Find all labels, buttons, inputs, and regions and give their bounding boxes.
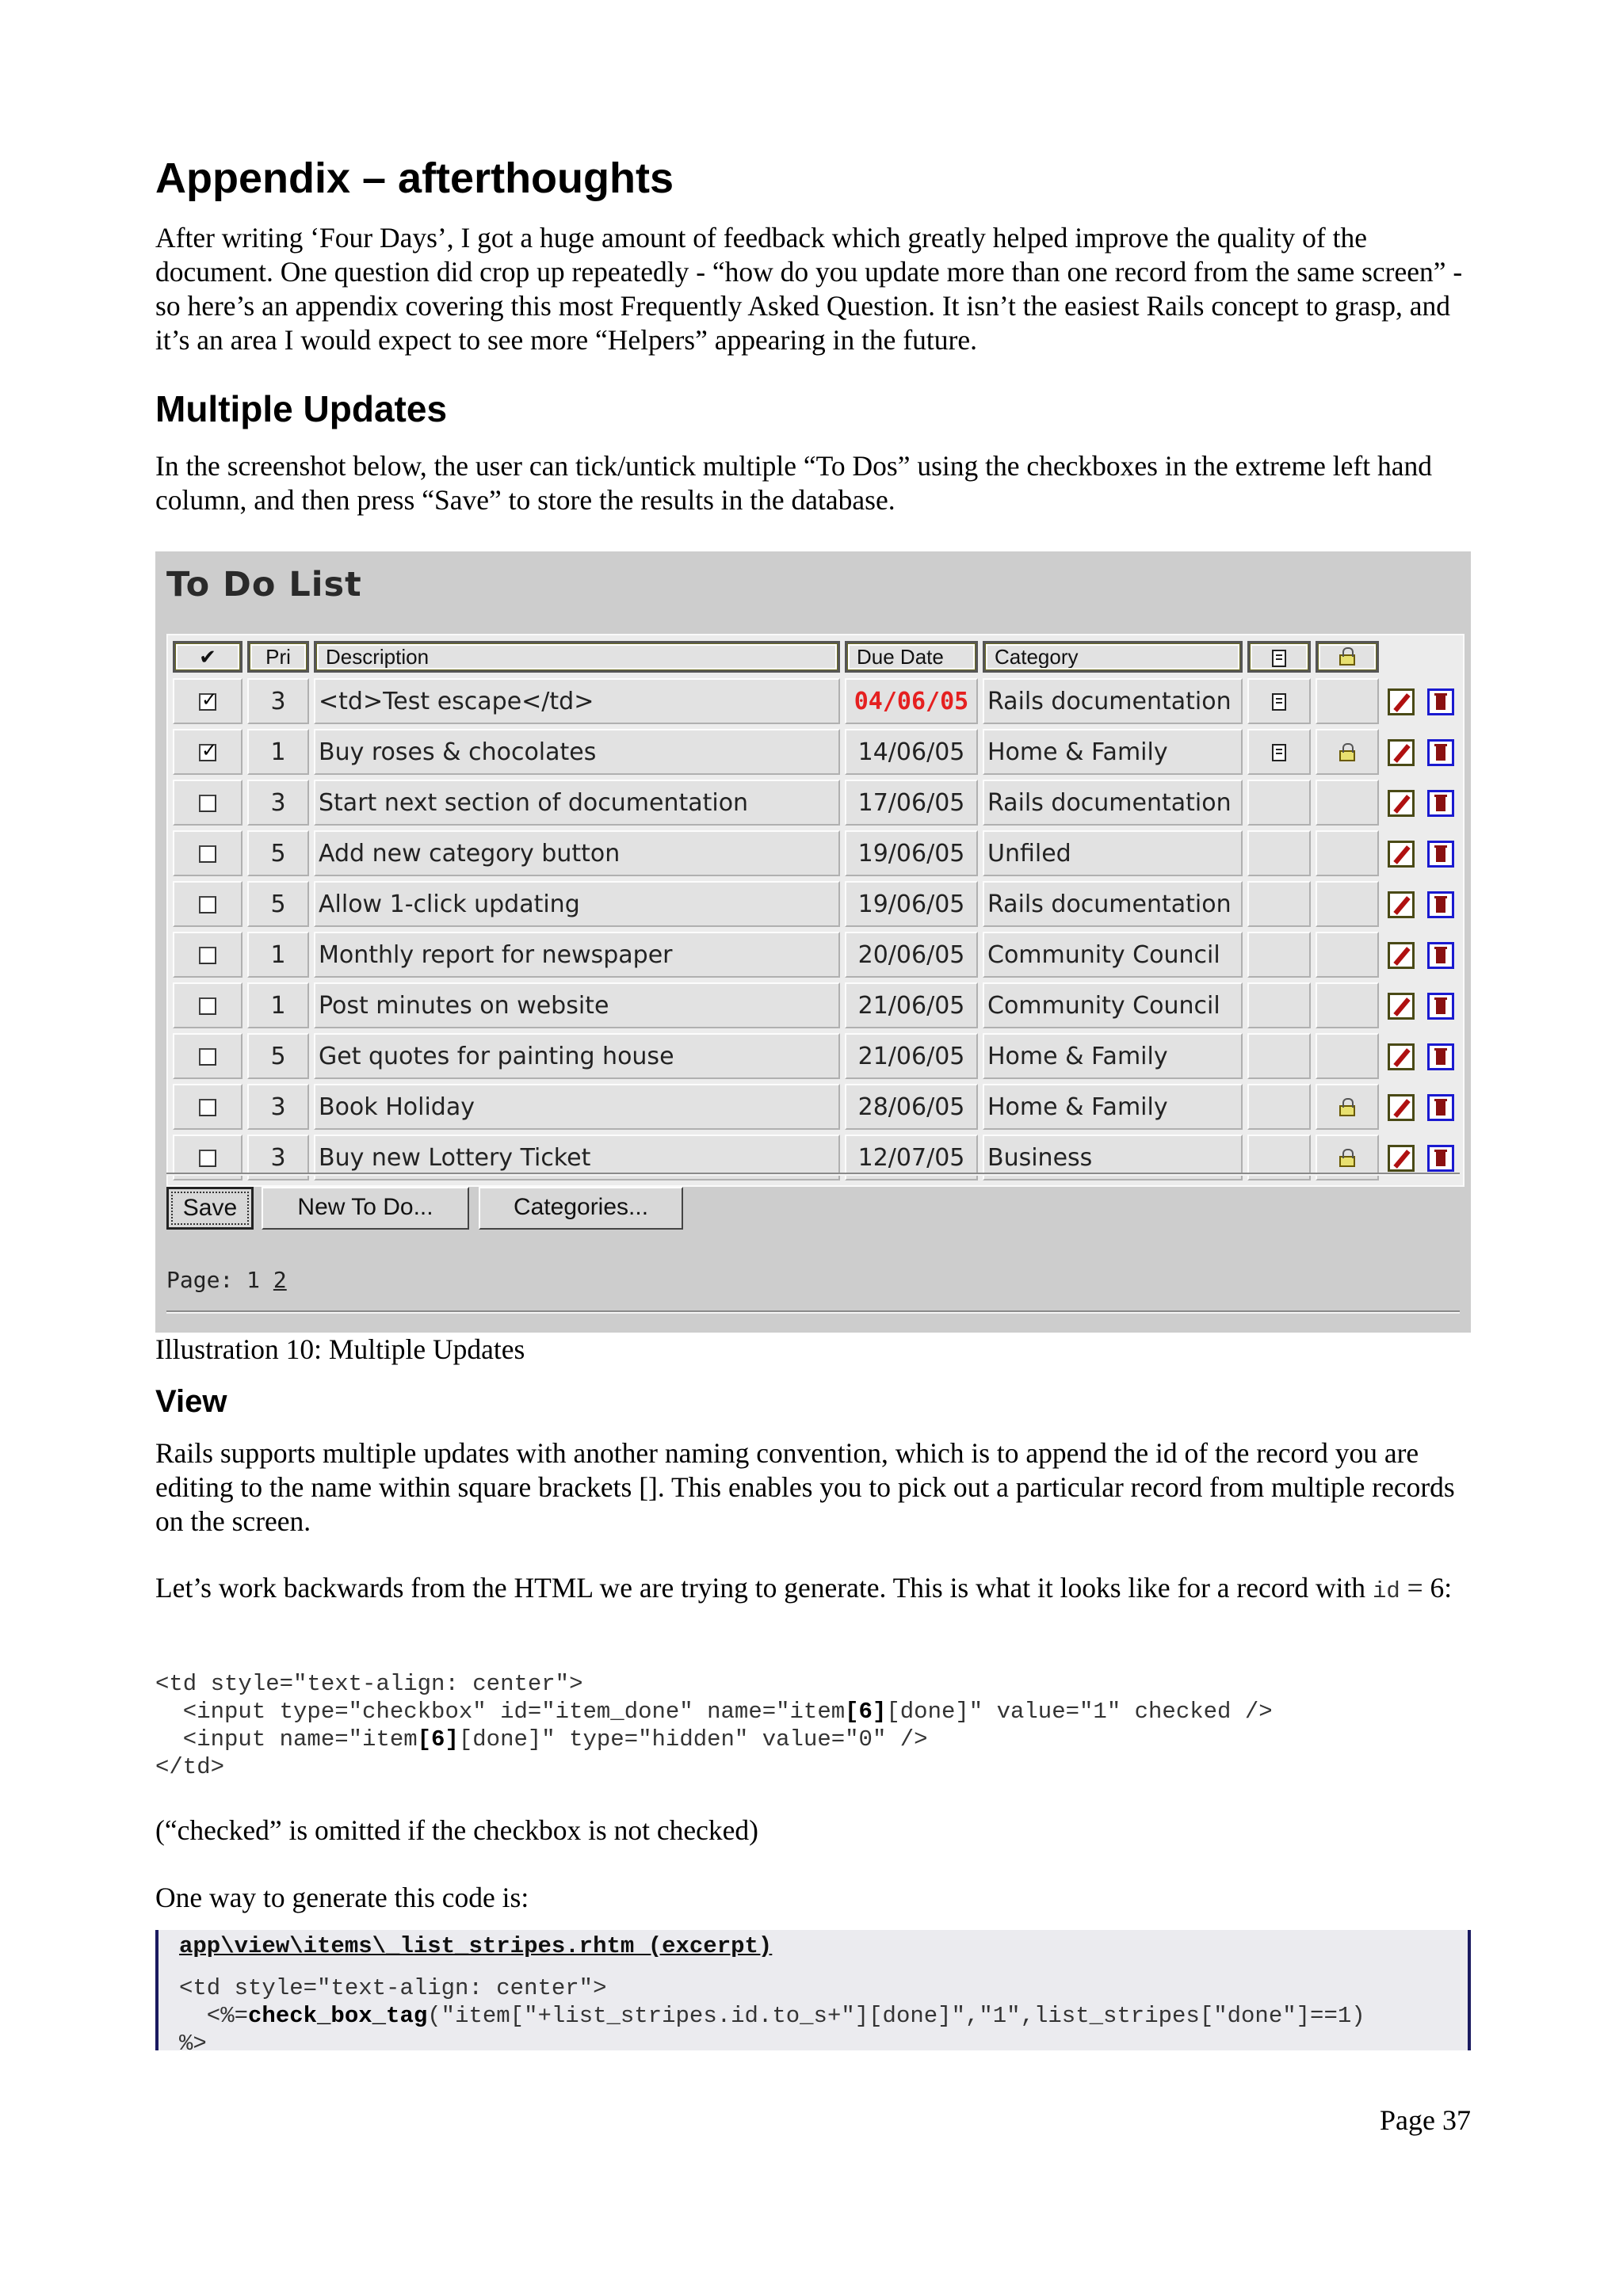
priority-cell: 3 [247, 678, 309, 724]
table-row [173, 881, 1458, 927]
description-cell: <td>Test escape</td> [314, 678, 840, 724]
delete-cell [1423, 881, 1458, 927]
done-checkbox-cell [173, 830, 242, 876]
notes-column-header[interactable] [1247, 641, 1311, 673]
priority-cell: 5 [247, 1033, 309, 1079]
due-date-cell: 04/06/05 [845, 678, 978, 724]
note-cell [1247, 982, 1311, 1028]
priority-cell: 5 [247, 830, 309, 876]
due-date-cell: 17/06/05 [845, 780, 978, 826]
note-cell [1247, 881, 1311, 927]
delete-icon[interactable] [1427, 790, 1454, 817]
edit-icon[interactable] [1388, 1043, 1415, 1070]
table-row [173, 1033, 1458, 1079]
note-cell [1247, 830, 1311, 876]
table-row [173, 729, 1458, 775]
edit-cell [1384, 780, 1419, 826]
save-button[interactable]: Save [166, 1187, 254, 1230]
divider [166, 1173, 1460, 1176]
edit-icon[interactable] [1388, 993, 1415, 1020]
todo-table [166, 634, 1465, 1187]
delete-icon[interactable] [1427, 942, 1454, 969]
category-cell: Unfiled [983, 830, 1243, 876]
delete-icon[interactable] [1427, 739, 1454, 766]
delete-cell [1423, 780, 1458, 826]
done-checkbox[interactable] [199, 997, 216, 1015]
pagination [166, 1264, 287, 1296]
todo-screenshot [155, 551, 1471, 1333]
done-checkbox-cell [173, 1084, 242, 1130]
view-paragraph: Rails supports multiple updates with another naming convention, which is to append the id of the record you are editing to the name within square brackets []. This enables you to pick out a particular record from multiple records on the screen. [155, 1437, 1455, 1537]
done-checkbox-cell [173, 780, 242, 826]
page-2-link[interactable]: 2 [273, 1267, 287, 1293]
code-line: <td style="text-align: center"> [155, 1671, 583, 1697]
edit-cell [1384, 1033, 1419, 1079]
code-excerpt-box [155, 1930, 1471, 2057]
code-line: </td> [155, 1754, 225, 1780]
private-cell [1316, 982, 1379, 1028]
code-line: <input name="item[6][done]" type="hidden" value="0" /> [155, 1726, 928, 1753]
delete-cell [1423, 1084, 1458, 1130]
delete-icon[interactable] [1427, 891, 1454, 918]
table-row [173, 678, 1458, 724]
description-cell: Buy roses & chocolates [314, 729, 840, 775]
lock-icon [1339, 654, 1355, 666]
priority-cell: 1 [247, 729, 309, 775]
description-cell: Get quotes for painting house [314, 1033, 840, 1079]
work-backwards-paragraph [155, 1571, 1471, 1608]
private-column-header[interactable] [1316, 641, 1379, 673]
description-cell: Add new category button [314, 830, 840, 876]
excerpt-code [179, 1974, 1365, 2058]
due-date-cell: 21/06/05 [845, 982, 978, 1028]
category-cell: Rails documentation [983, 780, 1243, 826]
done-checkbox[interactable] [199, 744, 216, 761]
table-row [173, 932, 1458, 978]
due-date-cell: 12/07/05 [845, 1135, 978, 1180]
due-date-cell: 28/06/05 [845, 1084, 978, 1130]
code-line: <%=check_box_tag("item["+list_stripes.id.to_s+"][done]","1",list_stripes["done"]==1) [179, 2003, 1365, 2029]
note-icon [1272, 650, 1286, 667]
done-checkbox[interactable] [199, 947, 216, 964]
category-column-header[interactable]: Category [983, 641, 1243, 673]
priority-cell: 3 [247, 1135, 309, 1180]
due-date-cell: 21/06/05 [845, 1033, 978, 1079]
due-date-cell: 20/06/05 [845, 932, 978, 978]
note-cell [1247, 678, 1311, 724]
description-cell: Monthly report for newspaper [314, 932, 840, 978]
private-cell [1316, 1084, 1379, 1130]
delete-cell [1423, 678, 1458, 724]
page-label: Page: 1 [166, 1267, 261, 1293]
done-checkbox[interactable] [199, 1150, 216, 1167]
private-cell [1316, 780, 1379, 826]
note-cell [1247, 780, 1311, 826]
edit-icon[interactable] [1388, 739, 1415, 766]
done-checkbox-cell [173, 881, 242, 927]
illustration-caption: Illustration 10: Multiple Updates [155, 1333, 525, 1365]
due-date-column-header[interactable]: Due Date [845, 641, 978, 673]
lock-icon [1339, 1105, 1355, 1116]
description-cell: Start next section of documentation [314, 780, 840, 826]
code-line: <td style="text-align: center"> [179, 1975, 607, 2001]
intro-paragraph: After writing ‘Four Days’, I got a huge amount of feedback which greatly helped improve the quality of the document. One question did crop up repeatedly - “how do you update more than one record from the same screen” - so here’s an appendix covering this most Frequently Asked Question. It isn’t the easiest Rails concept to grasp, and it’s an area I would expect to see more “Helpers” appearing in the future. [155, 222, 1463, 356]
edit-cell [1384, 830, 1419, 876]
delete-cell [1423, 729, 1458, 775]
private-cell [1316, 1033, 1379, 1079]
priority-cell: 3 [247, 1084, 309, 1130]
lock-icon [1339, 1156, 1355, 1167]
excerpt-filename: app\view\items\_list_stripes.rhtm (excerpt) [179, 1933, 773, 1959]
section-title-view: View [155, 1384, 227, 1419]
section-title-multiple-updates: Multiple Updates [155, 388, 448, 429]
private-cell [1316, 881, 1379, 927]
priority-cell: 3 [247, 780, 309, 826]
todo-table-body [173, 678, 1458, 1180]
category-cell: Rails documentation [983, 881, 1243, 927]
edit-cell [1384, 678, 1419, 724]
description-cell: Book Holiday [314, 1084, 840, 1130]
code-line: <input type="checkbox" id="item_done" name="item[6][done]" value="1" checked /> [155, 1699, 1273, 1725]
edit-icon[interactable] [1388, 1094, 1415, 1121]
done-checkbox[interactable] [199, 1048, 216, 1066]
done-checkbox-cell [173, 932, 242, 978]
category-cell: Community Council [983, 982, 1243, 1028]
table-row [173, 780, 1458, 826]
page-number: Page 37 [1380, 2104, 1471, 2136]
checked-note: (“checked” is omitted if the checkbox is not checked) [155, 1814, 758, 1846]
priority-column-header[interactable]: Pri [247, 641, 309, 673]
edit-icon[interactable] [1388, 1145, 1415, 1172]
table-header-row [173, 640, 1458, 673]
note-cell [1247, 729, 1311, 775]
edit-icon[interactable] [1388, 841, 1415, 868]
priority-cell: 1 [247, 982, 309, 1028]
delete-icon[interactable] [1427, 1145, 1454, 1172]
priority-cell: 1 [247, 932, 309, 978]
private-cell [1316, 729, 1379, 775]
private-cell [1316, 678, 1379, 724]
category-cell: Home & Family [983, 729, 1243, 775]
edit-cell [1384, 982, 1419, 1028]
done-checkbox[interactable] [199, 845, 216, 863]
edit-icon[interactable] [1388, 688, 1415, 715]
edit-icon[interactable] [1388, 891, 1415, 918]
page-heading: Appendix – afterthoughts [155, 154, 674, 202]
description-column-header[interactable]: Description [314, 641, 840, 673]
private-cell [1316, 830, 1379, 876]
due-date-cell: 14/06/05 [845, 729, 978, 775]
edit-icon[interactable] [1388, 790, 1415, 817]
section-multiple-updates-text: In the screenshot below, the user can tick/untick multiple “To Dos” using the checkboxes in the extreme left hand column, and then press “Save” to store the results in the database. [155, 450, 1432, 516]
divider [166, 1310, 1460, 1314]
priority-cell: 5 [247, 881, 309, 927]
description-cell: Post minutes on website [314, 982, 840, 1028]
generate-lead-in: One way to generate this code is: [155, 1882, 529, 1913]
done-checkbox[interactable] [199, 1099, 216, 1116]
delete-cell [1423, 1033, 1458, 1079]
new-todo-button[interactable]: New To Do... [262, 1187, 469, 1230]
delete-cell [1423, 932, 1458, 978]
edit-cell [1384, 881, 1419, 927]
categories-button[interactable]: Categories... [479, 1187, 683, 1230]
table-row [173, 1084, 1458, 1130]
delete-icon[interactable] [1427, 1043, 1454, 1070]
category-cell: Home & Family [983, 1033, 1243, 1079]
delete-icon[interactable] [1427, 993, 1454, 1020]
done-checkbox[interactable] [199, 795, 216, 812]
edit-cell [1384, 932, 1419, 978]
delete-icon[interactable] [1427, 688, 1454, 715]
todo-list-title: To Do List [166, 565, 362, 605]
html-code-block [155, 1670, 1273, 1781]
edit-cell [1384, 729, 1419, 775]
due-date-cell: 19/06/05 [845, 830, 978, 876]
category-cell: Business [983, 1135, 1243, 1180]
category-cell: Community Council [983, 932, 1243, 978]
delete-icon[interactable] [1427, 1094, 1454, 1121]
note-icon [1272, 744, 1286, 761]
lock-icon [1339, 750, 1355, 761]
description-cell: Buy new Lottery Ticket [314, 1135, 840, 1180]
done-column-header[interactable]: ✔ [173, 641, 242, 673]
done-checkbox-cell [173, 1033, 242, 1079]
paragraph-text: = 6: [1400, 1572, 1453, 1604]
note-icon [1272, 693, 1286, 711]
edit-icon[interactable] [1388, 942, 1415, 969]
done-checkbox[interactable] [199, 896, 216, 913]
done-checkbox-cell [173, 982, 242, 1028]
paragraph-text: Let’s work backwards from the HTML we are trying to generate. This is what it looks like for a record with [155, 1572, 1373, 1604]
done-checkbox[interactable] [199, 693, 216, 711]
note-cell [1247, 932, 1311, 978]
done-checkbox-cell [173, 678, 242, 724]
edit-cell [1384, 1084, 1419, 1130]
note-cell [1247, 1033, 1311, 1079]
delete-cell [1423, 982, 1458, 1028]
table-row [173, 982, 1458, 1028]
category-cell: Rails documentation [983, 678, 1243, 724]
delete-icon[interactable] [1427, 841, 1454, 868]
category-cell: Home & Family [983, 1084, 1243, 1130]
private-cell [1316, 932, 1379, 978]
done-checkbox-cell [173, 729, 242, 775]
due-date-cell: 19/06/05 [845, 881, 978, 927]
note-cell [1247, 1084, 1311, 1130]
table-row [173, 830, 1458, 876]
description-cell: Allow 1-click updating [314, 881, 840, 927]
inline-code-id: id [1372, 1578, 1400, 1604]
delete-cell [1423, 830, 1458, 876]
code-line: %> [179, 2031, 207, 2057]
